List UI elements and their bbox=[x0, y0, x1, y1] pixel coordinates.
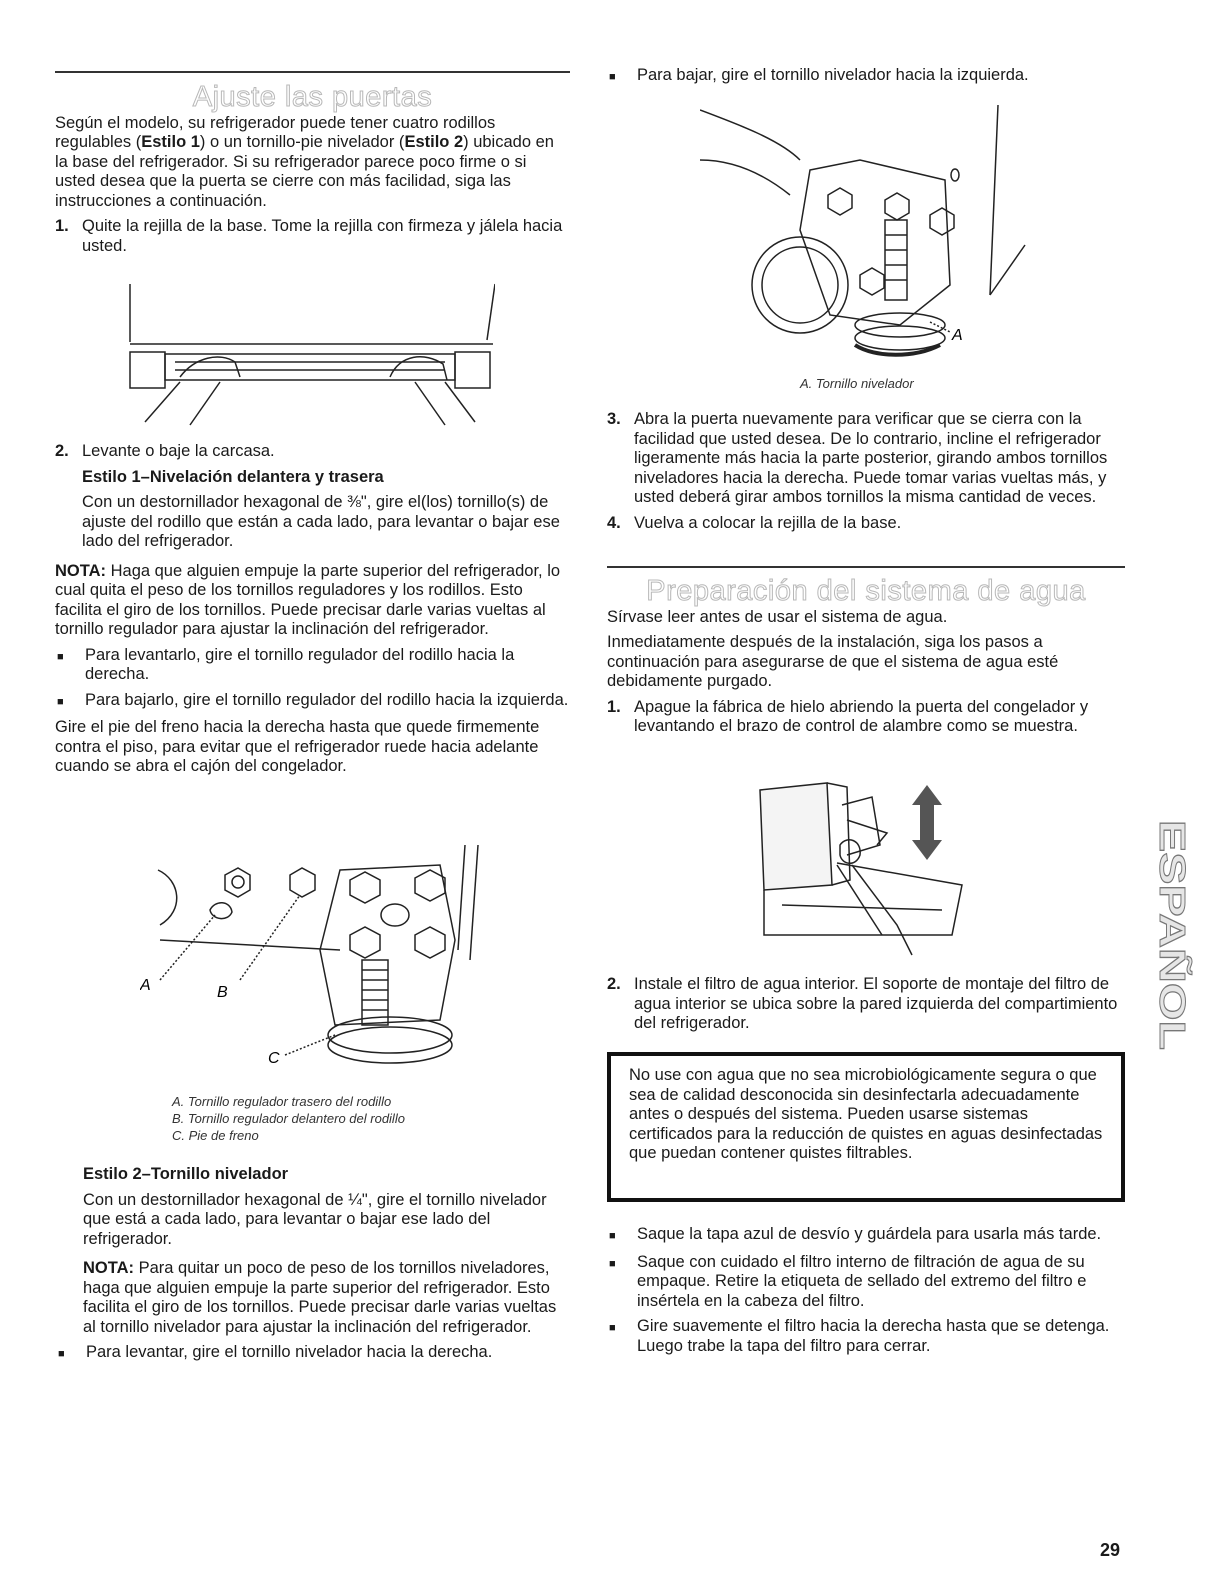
step-4 bbox=[607, 514, 1125, 534]
step-1 bbox=[55, 217, 570, 256]
intro-text-2: ) o un tornillo-pie nivelador ( bbox=[199, 133, 405, 151]
bullet-icon: ■ bbox=[609, 1230, 616, 1242]
figure-leveling-screw bbox=[700, 100, 1030, 360]
bullet-icon: ■ bbox=[609, 71, 616, 83]
intro-style1: Estilo 1 bbox=[141, 133, 200, 151]
bullet-icon: ■ bbox=[609, 1257, 616, 1270]
water-step-1 bbox=[607, 698, 1125, 737]
left-column-middle bbox=[55, 442, 570, 783]
right-section-rule bbox=[607, 566, 1125, 568]
bullet-text: Gire suavemente el filtro hacia la derecha hasta que se detenga. Luego trabe la tapa del filtro para cerrar. bbox=[637, 1317, 1110, 1355]
bullet-icon: ■ bbox=[58, 1348, 65, 1360]
intro-paragraph bbox=[55, 114, 570, 212]
bullet-lower-roller bbox=[55, 691, 570, 713]
step-text: Apague la fábrica de hielo abriendo la puerta del congelador y levantando el brazo de control de alambre como se muestra. bbox=[634, 697, 1089, 735]
step-text: Instale el filtro de agua interior. El soporte de montaje del filtro de agua interior se ubica sobre la pared izquierda del compartimiento del refrigerador. bbox=[634, 975, 1118, 1032]
figure-label-a: A bbox=[952, 327, 963, 344]
step-number: 4. bbox=[607, 513, 621, 532]
nota-text: Haga que alguien empuje la parte superior del refrigerador, lo cual quita el peso de los tornillos reguladores y los rodillos. Esto facilita el giro de los tornillos. Puede precisar darle varias vueltas al tornillo regulador para ajustar la inclinación del refrigerador. bbox=[55, 561, 561, 638]
nota-label: NOTA: bbox=[83, 1259, 135, 1277]
right-column-water-2 bbox=[607, 975, 1125, 1040]
water-intro-2: Inmediatamente después de la instalación, siga los pasos a continuación para asegurarse de que el sistema de agua esté debidamente purgado. bbox=[607, 633, 1059, 690]
step-number: 1. bbox=[607, 697, 621, 716]
language-side-tab bbox=[1152, 815, 1194, 1055]
bullet-text: Para levantarlo, gire el tornillo regulador del rodillo hacia la derecha. bbox=[85, 645, 515, 683]
figure-caption-leveler: A. Tornillo nivelador bbox=[800, 376, 914, 391]
step-text: Abra la puerta nuevamente para verificar que se cierra con la facilidad que usted desea. De lo contrario, incline el refrigerador ligeramente más hacia la parte posterior, girando ambos tornillos niveladores hacia la derecha. Puede tomar varias vueltas más, y usted deberá girar ambos tornillos la misma cantidad de veces. bbox=[634, 410, 1108, 506]
figure-grille-removal bbox=[125, 282, 495, 427]
bullet-text: Saque la tapa azul de desvío y guárdela para usarla más tarde. bbox=[637, 1225, 1102, 1243]
style1-heading: Estilo 1–Nivelación delantera y trasera bbox=[82, 467, 384, 486]
warning-box bbox=[607, 1052, 1125, 1202]
figure-label-a: A bbox=[140, 977, 151, 994]
bullet-remove-cap bbox=[607, 1225, 1125, 1247]
left-column-top bbox=[55, 81, 570, 262]
step-3 bbox=[607, 410, 1125, 508]
style2-heading: Estilo 2–Tornillo nivelador bbox=[83, 1165, 289, 1183]
step-number: 2. bbox=[607, 975, 621, 993]
nota-text: Para quitar un poco de peso de los tornillos niveladores, haga que alguien empuje la parte superior del refrigerador. Esto facilita el giro de los tornillos. Puede precisar darle varias vueltas al tornillo nivelador para ajustar la inclinación del refrigerador. bbox=[83, 1259, 557, 1336]
bullet-icon: ■ bbox=[57, 695, 64, 708]
figure-caption-rollers bbox=[172, 1093, 512, 1144]
water-intro-1: Sírvase leer antes de usar el sistema de agua. bbox=[607, 607, 948, 626]
nota-label: NOTA: bbox=[55, 561, 107, 580]
step-number: 3. bbox=[607, 410, 621, 428]
step-text: Levante o baje la carcasa. bbox=[82, 442, 275, 460]
page-number: 29 bbox=[1100, 1540, 1121, 1560]
bullet-text: Saque con cuidado el filtro interno de filtración de agua de su empaque. Retire la etiqueta de sellado del extremo del filtro e insértela en la cabeza del filtro. bbox=[637, 1252, 1087, 1310]
step-text: Quite la rejilla de la base. Tome la rejilla con firmeza y jálela hacia usted. bbox=[82, 217, 563, 255]
step-text: Vuelva a colocar la rejilla de la base. bbox=[634, 513, 902, 532]
nota-1 bbox=[55, 562, 570, 640]
bullet-icon: ■ bbox=[609, 1322, 616, 1334]
step-number: 2. bbox=[55, 442, 69, 460]
bullet-text: Para bajar, gire el tornillo nivelador hacia la izquierda. bbox=[637, 66, 1029, 84]
left-top-rule bbox=[55, 71, 570, 73]
intro-text-1: Según el modelo, su refrigerador puede tener cuatro rodillos regulables ( bbox=[55, 113, 496, 151]
right-column-steps bbox=[607, 410, 1125, 539]
right-column-bullets bbox=[607, 1225, 1125, 1362]
intro-text-3: ) ubicado en la base del refrigerador. Si su refrigerador parece poco firme o si usted desea que la puerta se cierre con más facilidad, siga las instrucciones a continuación. bbox=[55, 133, 554, 210]
bullet-unpack-filter bbox=[607, 1253, 1125, 1312]
figure-ice-maker bbox=[752, 775, 982, 960]
section-title-doors: Ajuste las puertas bbox=[192, 81, 433, 113]
bullet-text: Para bajarlo, gire el tornillo regulador del rodillo hacia la izquierda. bbox=[85, 690, 569, 709]
nota-2 bbox=[83, 1259, 570, 1337]
right-column-water bbox=[607, 575, 1125, 743]
bullet-lower-leveler bbox=[607, 66, 1125, 88]
water-step-2 bbox=[607, 975, 1125, 1034]
style1-text: Con un destornillador hexagonal de ⅜", gire el(los) tornillo(s) de ajuste del rodillo que están a cada lado, para levantar o bajar ese lado del refrigerador. bbox=[82, 493, 560, 550]
caption-c: C. Pie de freno bbox=[172, 1128, 259, 1143]
left-column-bottom bbox=[58, 1165, 570, 1371]
figure-roller-adjustment bbox=[140, 840, 490, 1065]
step-2 bbox=[55, 442, 570, 462]
bullet-turn-filter bbox=[607, 1317, 1125, 1356]
caption-b: B. Tornillo regulador delantero del rodillo bbox=[172, 1111, 405, 1126]
step-number: 1. bbox=[55, 217, 69, 235]
bullet-raise-roller bbox=[55, 646, 570, 685]
warning-text: No use con agua que no sea microbiológicamente segura o que sea de calidad desconocida sin desinfectarla adecuadamente antes o después del sistema. Pueden usarse sistemas certificados para la reducción de quistes en aguas desinfectadas que puedan contener quistes filtrables. bbox=[629, 1066, 1103, 1162]
right-column-top bbox=[607, 66, 1125, 94]
brake-paragraph: Gire el pie del freno hacia la derecha hasta que quede firmemente contra el piso, para evitar que el refrigerador ruede hacia adelante cuando se abra el cajón del congelador. bbox=[55, 718, 540, 775]
bullet-icon: ■ bbox=[57, 650, 64, 663]
caption-a: A. Tornillo regulador trasero del rodillo bbox=[172, 1094, 392, 1109]
section-title-water: Preparación del sistema de agua bbox=[646, 575, 1086, 607]
intro-style2: Estilo 2 bbox=[404, 133, 464, 151]
bullet-raise-leveler bbox=[56, 1343, 570, 1365]
language-side-tab-text: ESPAÑOL bbox=[1152, 820, 1193, 992]
figure-label-b: B bbox=[217, 984, 228, 1001]
style2-text: Con un destornillador hexagonal de ¼", gire el tornillo nivelador que está a cada lado, para levantar o bajar ese lado del refrigerador. bbox=[83, 1190, 547, 1248]
bullet-text: Para levantar, gire el tornillo nivelador hacia la derecha. bbox=[86, 1343, 493, 1361]
figure-label-c: C bbox=[268, 1050, 280, 1065]
